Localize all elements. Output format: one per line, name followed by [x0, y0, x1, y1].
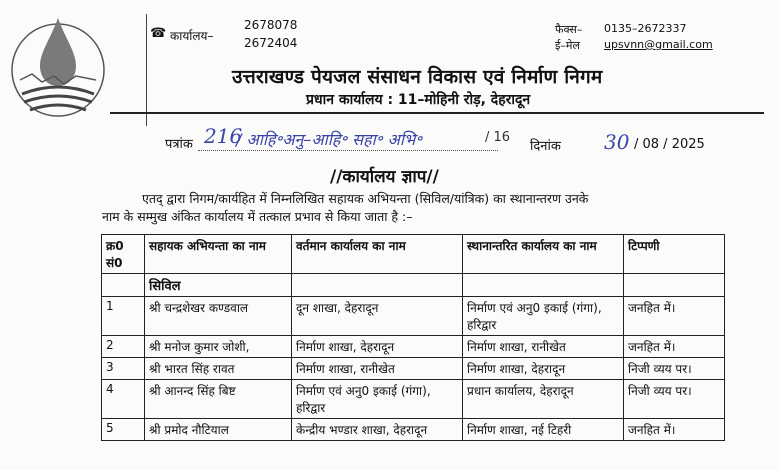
- phone-number-2: 2672404: [244, 36, 298, 50]
- row-name: श्री भारत सिंह रावत: [145, 358, 292, 380]
- row-serial: 1: [102, 297, 145, 336]
- row-serial: 4: [102, 380, 145, 419]
- column-header-current-office: वर्तमान कार्यालय का नाम: [292, 235, 463, 274]
- intro-text-line-1: एतद् द्वारा निगम/कार्यहित में निम्नलिखित सहायक अभियन्ता (सिविल/यांत्रिक) का स्थानान्तरण उनके: [142, 191, 589, 206]
- organization-address: प्रधान कार्यालय : 11–मोहिनी रोड़, देहरादून: [306, 92, 531, 108]
- table-cell: [102, 274, 145, 297]
- row-remark: निजी व्यय पर।: [624, 380, 725, 419]
- header-divider: [146, 14, 147, 126]
- table-row: [102, 358, 725, 380]
- category-civil: सिविल: [145, 274, 292, 297]
- table-row: [102, 336, 725, 358]
- intro-text-line-2: नाम के सम्मुख अंकित कार्यालय में तत्काल प्रभाव से किया जाता है :–: [102, 209, 413, 224]
- organization-name: उत्तराखण्ड पेयजल संसाधन विकास एवं निर्माण निगम: [232, 66, 603, 88]
- date-month-year: / 08 / 2025: [634, 137, 705, 152]
- row-remark: निजी व्यय पर।: [624, 358, 725, 380]
- header-rule: [110, 112, 764, 114]
- row-serial: 3: [102, 358, 145, 380]
- office-phone-label: कार्यालय–: [170, 29, 214, 43]
- row-current-office: निर्माण एवं अनु0 इकाई (गंगा), हरिद्वार: [292, 380, 463, 419]
- reference-label: पत्रांक: [165, 137, 193, 152]
- row-serial: 2: [102, 336, 145, 358]
- column-header-serial: क्र0 सं0: [102, 235, 145, 274]
- table-cell: [463, 274, 624, 297]
- row-transferred-office: निर्माण शाखा, नई टिहरी: [463, 419, 624, 441]
- table-row: [102, 380, 725, 419]
- reference-number: 216: [204, 124, 243, 148]
- row-remark: जनहित में।: [624, 336, 725, 358]
- table-category-row: [102, 274, 725, 297]
- row-transferred-office: निर्माण एवं अनु0 इकाई (गंगा), हरिद्वार: [463, 297, 624, 336]
- column-header-remark: टिप्पणी: [624, 235, 725, 274]
- table-header-row: [102, 235, 725, 274]
- row-name: श्री आनन्द सिंह बिष्ट: [145, 380, 292, 419]
- row-name: श्री चन्द्रशेखर कण्डवाल: [145, 297, 292, 336]
- row-name: श्री मनोज कुमार जोशी,: [145, 336, 292, 358]
- date-day: 30: [604, 130, 630, 154]
- reference-underline: [198, 150, 498, 151]
- table-cell: [624, 274, 725, 297]
- column-header-transferred-office: स्थानान्तरित कार्यालय का नाम: [463, 235, 624, 274]
- row-remark: जनहित में।: [624, 297, 725, 336]
- organization-logo: [2, 10, 114, 122]
- row-serial: 5: [102, 419, 145, 441]
- row-transferred-office: निर्माण शाखा, रानीखेत: [463, 336, 624, 358]
- column-header-name: सहायक अभियन्ता का नाम: [145, 235, 292, 274]
- date-label: दिनांक: [530, 139, 561, 154]
- table-row: [102, 297, 725, 336]
- memo-title: //कार्यालय ज्ञाप//: [330, 167, 439, 187]
- row-name: श्री प्रमोद नौटियाल: [145, 419, 292, 441]
- fax-label: फैक्स–: [555, 23, 583, 36]
- phone-number-1: 2678078: [244, 18, 298, 32]
- transfer-table: [101, 234, 725, 441]
- email-link[interactable]: upsvnn@gmail.com: [604, 38, 713, 51]
- email-label: ई–मेल: [555, 39, 580, 52]
- row-remark: जनहित में।: [624, 419, 725, 441]
- reference-code: / 16: [485, 130, 511, 145]
- reference-handwritten: / आहि॰अनु–आहि॰ सहा॰ अभि॰: [236, 130, 423, 149]
- table-row: [102, 419, 725, 441]
- fax-number: 0135–2672337: [604, 22, 687, 35]
- phone-icon: ☎: [150, 26, 167, 41]
- table-cell: [292, 274, 463, 297]
- row-current-office: निर्माण शाखा, देहरादून: [292, 336, 463, 358]
- row-current-office: केन्द्रीय भण्डार शाखा, देहरादून: [292, 419, 463, 441]
- row-current-office: निर्माण शाखा, रानीखेत: [292, 358, 463, 380]
- row-transferred-office: निर्माण शाखा, देहरादून: [463, 358, 624, 380]
- row-current-office: दून शाखा, देहरादून: [292, 297, 463, 336]
- row-transferred-office: प्रधान कार्यालय, देहरादून: [463, 380, 624, 419]
